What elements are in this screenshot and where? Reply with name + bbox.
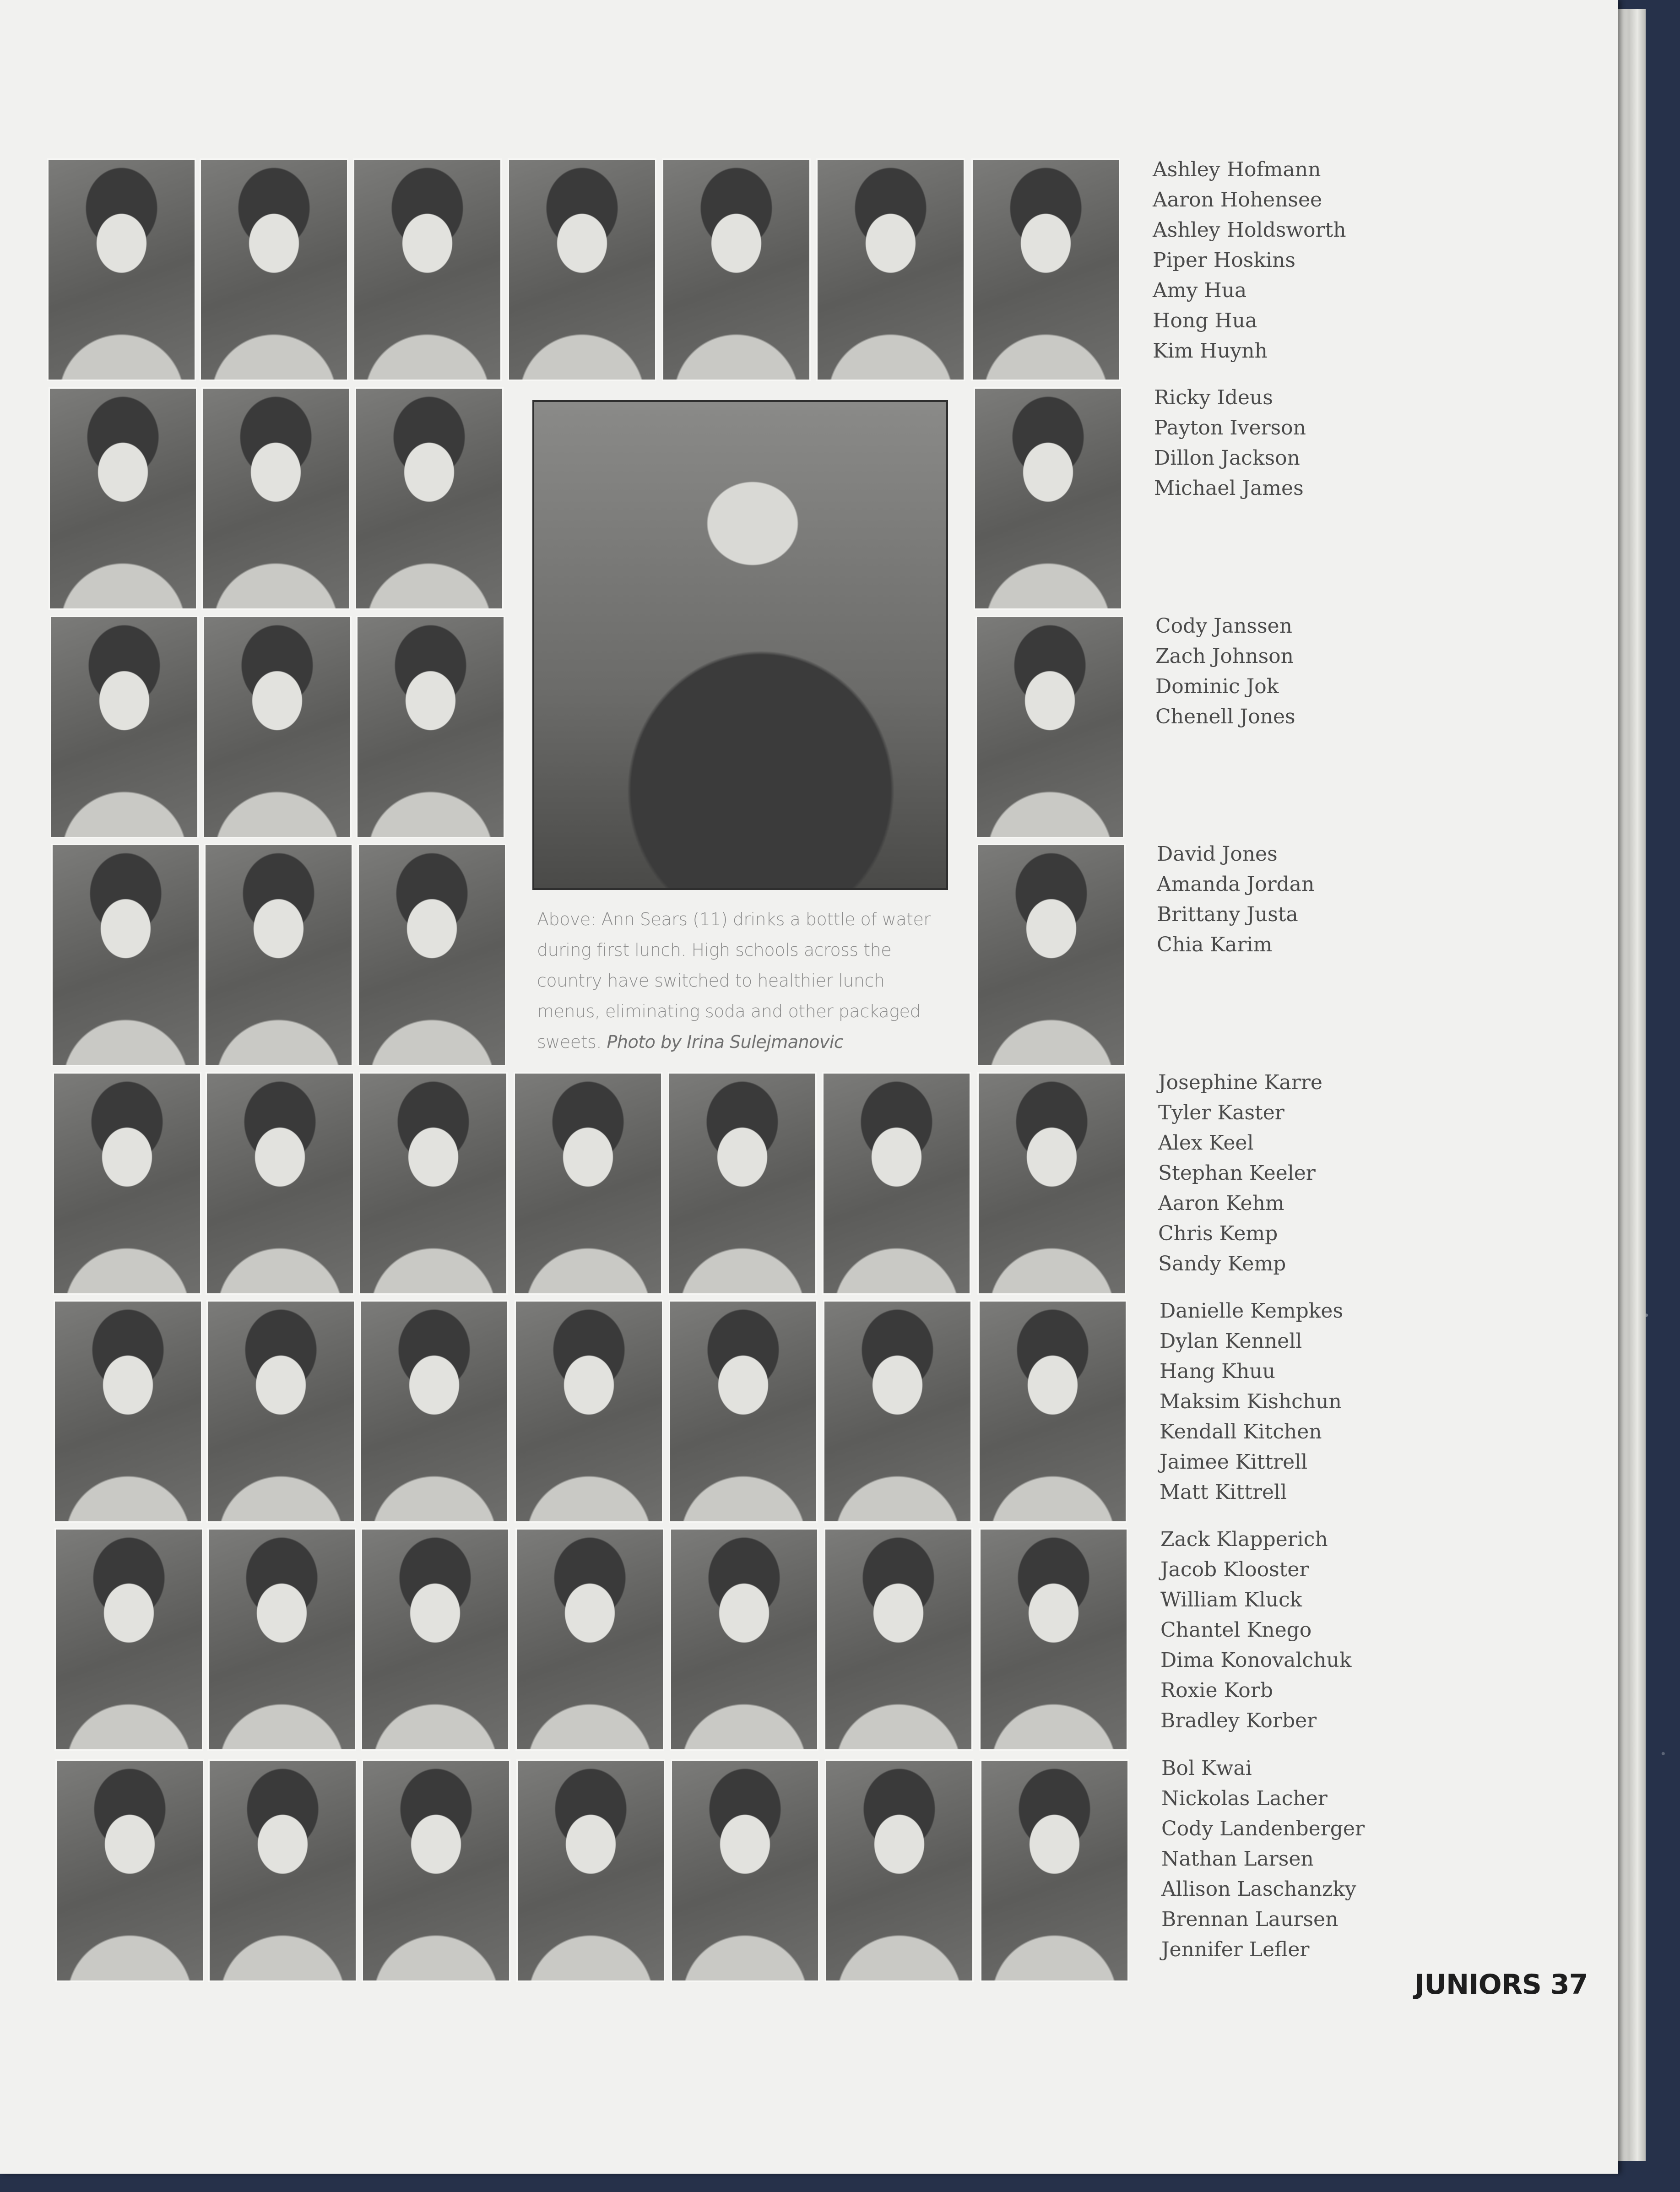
student-name: Tyler Kaster (1158, 1101, 1284, 1124)
student-name: Chris Kemp (1158, 1222, 1278, 1245)
photo-credit: Photo by Irina Sulejmanovic (607, 1032, 844, 1052)
portrait-photo (208, 1759, 357, 1982)
portrait-photo (360, 1300, 509, 1523)
portrait-photo (670, 1528, 818, 1751)
portrait-photo (203, 616, 352, 838)
student-name: Bol Kwai (1161, 1757, 1252, 1780)
name-list-row-6 (1160, 1296, 1388, 1508)
portrait-photo (822, 1072, 971, 1295)
student-name: Ricky Ideus (1154, 386, 1273, 409)
student-name: Cody Janssen (1155, 614, 1292, 638)
portrait-photo (204, 844, 353, 1066)
student-name: Josephine Karre (1158, 1071, 1322, 1094)
portrait-photo (662, 158, 811, 381)
portrait-photo (977, 844, 1126, 1066)
student-name: Bradley Korber (1160, 1709, 1317, 1732)
portrait-photo (824, 1528, 973, 1751)
student-name: Nathan Larsen (1161, 1847, 1314, 1871)
student-name: Chenell Jones (1155, 705, 1295, 728)
student-name: Dima Konovalchuk (1160, 1649, 1352, 1672)
portrait-photo (977, 1072, 1126, 1295)
student-name: Maksim Kishchun (1160, 1390, 1342, 1413)
portrait-photo (358, 844, 506, 1066)
portrait-photo (51, 844, 200, 1066)
student-name: David Jones (1157, 842, 1278, 866)
portrait-photo (980, 1759, 1129, 1982)
portrait-photo (825, 1759, 974, 1982)
portrait-photo (823, 1300, 972, 1523)
name-list-row-7 (1160, 1525, 1389, 1736)
student-name: Matt Kittrell (1160, 1481, 1287, 1504)
portrait-photo (200, 158, 348, 381)
student-name: Dylan Kennell (1160, 1329, 1302, 1353)
portrait-photo (669, 1300, 818, 1523)
student-name: Sandy Kemp (1158, 1252, 1286, 1275)
student-name: Allison Laschanzky (1161, 1877, 1356, 1901)
portrait-photo (971, 158, 1120, 381)
portrait-photo (55, 1759, 204, 1982)
portrait-photo (54, 1528, 203, 1751)
portrait-photo (362, 1759, 510, 1982)
portrait-photo (515, 1528, 664, 1751)
portrait-photo (206, 1300, 355, 1523)
portrait-photo (668, 1072, 817, 1295)
student-name: Jennifer Lefler (1161, 1938, 1310, 1961)
student-name: Cody Landenberger (1161, 1817, 1365, 1840)
portrait-photo (816, 158, 965, 381)
student-name: Dillon Jackson (1154, 446, 1300, 470)
student-name: Alex Keel (1158, 1131, 1254, 1155)
student-name: Michael James (1154, 477, 1304, 500)
portrait-photo (516, 1759, 665, 1982)
portrait-photo (671, 1759, 819, 1982)
name-list-row-4 (1157, 839, 1386, 960)
portrait-photo (975, 616, 1124, 838)
student-name: Amy Hua (1153, 279, 1247, 302)
student-name: Stephan Keeler (1158, 1161, 1316, 1185)
student-name: Danielle Kempkes (1160, 1299, 1344, 1323)
portrait-photo (353, 158, 502, 381)
name-list-row-8 (1161, 1753, 1390, 1965)
student-name: Hong Hua (1153, 309, 1257, 332)
student-name: Aaron Hohensee (1153, 188, 1322, 212)
portrait-photo (53, 1072, 201, 1295)
student-name: Kendall Kitchen (1160, 1420, 1322, 1443)
feature-photo (532, 400, 948, 890)
name-list-row-1 (1153, 155, 1382, 366)
student-name: Chia Karim (1157, 933, 1273, 956)
portrait-photo (978, 1300, 1127, 1523)
name-list-row-3 (1155, 611, 1384, 732)
student-name: Aaron Kehm (1158, 1192, 1284, 1215)
student-name: Hang Khuu (1160, 1360, 1275, 1383)
portrait-photo (356, 616, 505, 838)
portrait-photo (979, 1528, 1128, 1751)
student-name: Brennan Laursen (1161, 1908, 1339, 1931)
student-name: Jaimee Kittrell (1160, 1450, 1308, 1474)
student-name: Roxie Korb (1160, 1679, 1273, 1702)
caption-text: Above: Ann Sears (11) drinks a bottle of water during first lunch. High schools across the country have switched to healthier lunch menus, eliminating soda and other packaged sweets. (537, 909, 931, 1052)
portrait-photo (508, 158, 656, 381)
portrait-photo (359, 1072, 508, 1295)
student-name: Payton Iverson (1154, 416, 1306, 439)
portrait-photo (206, 1072, 354, 1295)
portrait-photo (207, 1528, 356, 1751)
student-name: Ashley Hofmann (1153, 158, 1321, 181)
portrait-photo (49, 387, 197, 610)
name-list-row-2 (1154, 383, 1383, 504)
page-folio: JUNIORS 37 (1414, 1969, 1588, 2001)
student-name: Nickolas Lacher (1161, 1787, 1328, 1810)
student-name: Jacob Klooster (1160, 1558, 1309, 1581)
student-name: Zach Johnson (1155, 645, 1294, 668)
portrait-photo (515, 1300, 663, 1523)
student-name: Zack Klapperich (1160, 1528, 1328, 1551)
portrait-photo (50, 616, 199, 838)
student-name: Ashley Holdsworth (1153, 218, 1346, 242)
portrait-photo (47, 158, 196, 381)
page-edge (1618, 9, 1646, 2161)
portrait-photo (355, 387, 504, 610)
name-list-row-5 (1158, 1068, 1387, 1279)
portrait-photo (361, 1528, 509, 1751)
student-name: Piper Hoskins (1153, 249, 1295, 272)
photo-caption (537, 904, 944, 1058)
student-name: Dominic Jok (1155, 675, 1279, 698)
portrait-photo (54, 1300, 202, 1523)
student-name: Kim Huynh (1153, 339, 1268, 363)
portrait-photo (514, 1072, 662, 1295)
student-name: William Kluck (1160, 1588, 1302, 1611)
student-name: Chantel Knego (1160, 1618, 1312, 1642)
portrait-photo (201, 387, 350, 610)
student-name: Brittany Justa (1157, 903, 1298, 926)
student-name: Amanda Jordan (1157, 873, 1315, 896)
portrait-photo (974, 387, 1122, 610)
